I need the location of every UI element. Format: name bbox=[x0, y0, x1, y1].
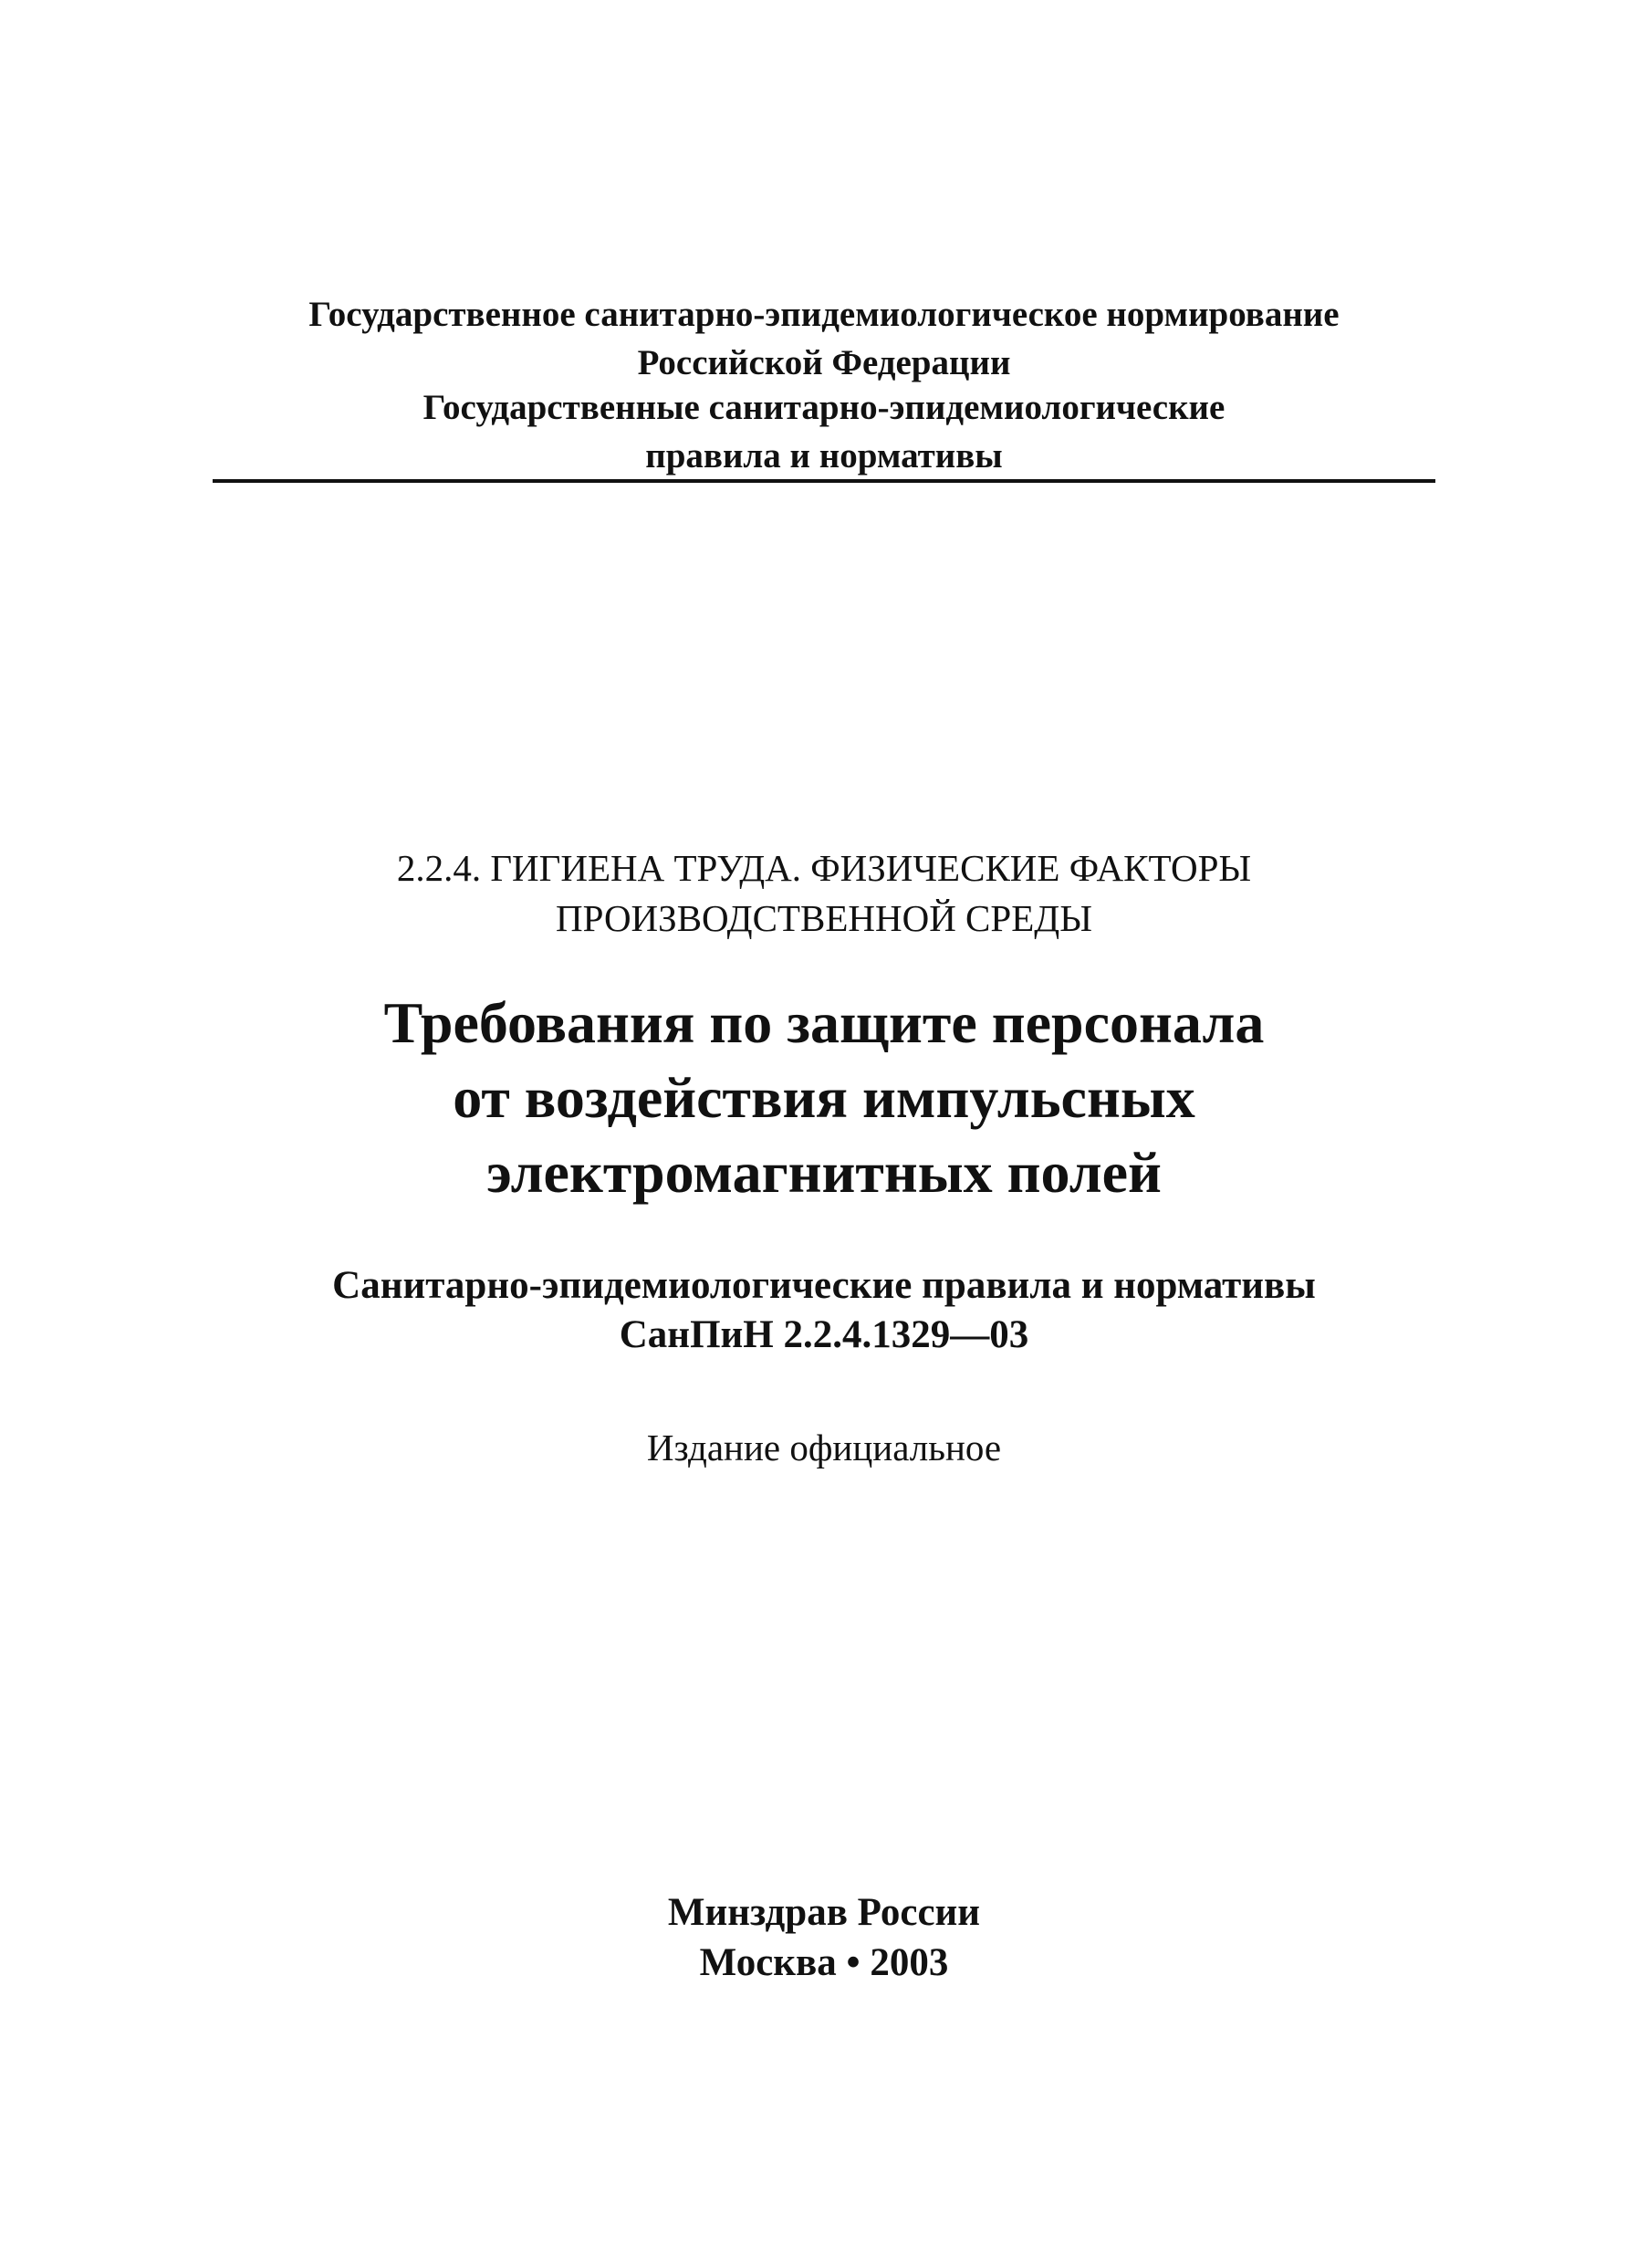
document-category-line-2: правила и нормативы bbox=[645, 436, 1003, 476]
section-heading-line-2: ПРОИЗВОДСТВЕННОЙ СРЕДЫ bbox=[556, 897, 1092, 939]
section-heading bbox=[0, 843, 1648, 944]
document-title-line-1: Требования по защите персонала bbox=[383, 990, 1265, 1055]
edition-note bbox=[0, 1424, 1648, 1471]
document-category-heading bbox=[0, 383, 1648, 480]
document-title-line-3: электромагнитных полей bbox=[486, 1140, 1162, 1205]
section-heading-line-1: 2.2.4. ГИГИЕНА ТРУДА. ФИЗИЧЕСКИЕ ФАКТОРЫ bbox=[396, 847, 1252, 889]
header-divider bbox=[213, 479, 1435, 483]
issuing-body-line-1: Государственное санитарно-эпидемиологическое нормирование bbox=[308, 295, 1340, 334]
publisher-imprint bbox=[0, 1887, 1648, 1988]
document-title-line-2: от воздействия импульсных bbox=[453, 1065, 1195, 1130]
document-category-line-1: Государственные санитарно-эпидемиологические bbox=[422, 388, 1226, 427]
publisher-name: Минздрав России bbox=[667, 1891, 981, 1934]
document-subtitle-line-1: Санитарно-эпидемиологические правила и нормативы bbox=[332, 1264, 1316, 1307]
issuing-body-heading bbox=[0, 290, 1648, 387]
document-code: СанПиН 2.2.4.1329—03 bbox=[619, 1313, 1029, 1356]
edition-label: Издание официальное bbox=[646, 1427, 1002, 1468]
document-title bbox=[0, 986, 1648, 1210]
document-subtitle bbox=[0, 1261, 1648, 1360]
issuing-body-line-2: Российской Федерации bbox=[637, 343, 1011, 382]
publication-place-year: Москва • 2003 bbox=[699, 1941, 949, 1984]
